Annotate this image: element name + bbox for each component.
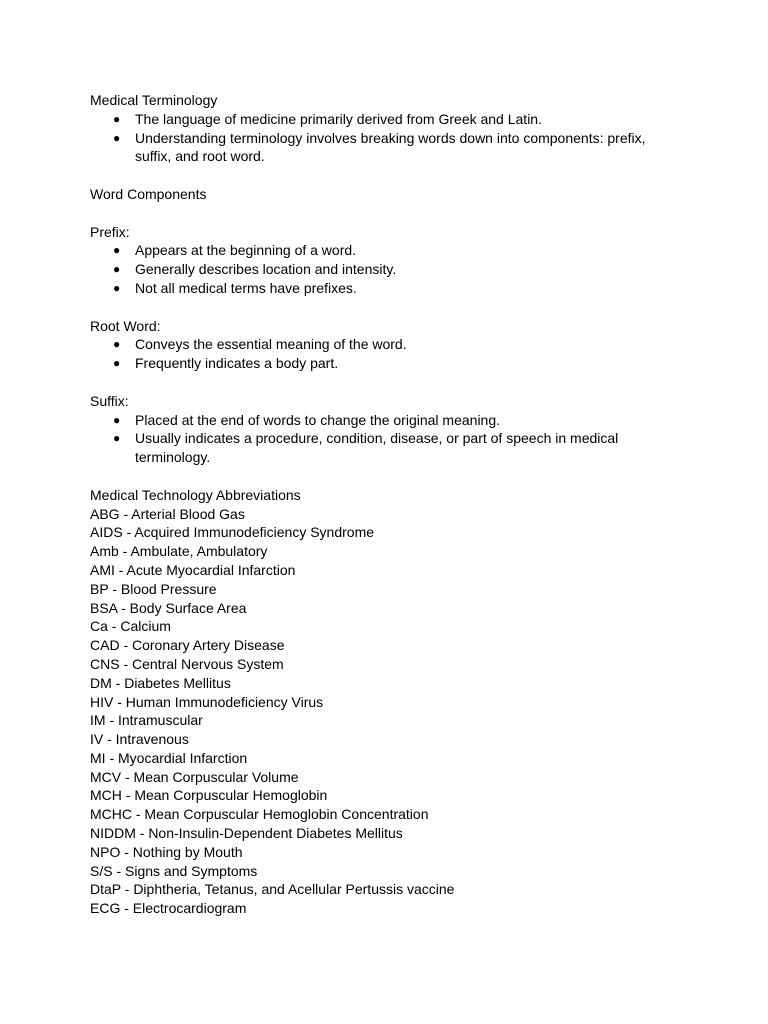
abbreviations-heading: Medical Technology Abbreviations — [90, 486, 301, 503]
bullet-icon: ● — [113, 262, 121, 277]
list-item — [90, 411, 655, 430]
list-item — [90, 260, 655, 279]
list-item-text: Not all medical terms have prefixes. — [135, 279, 357, 296]
abbreviation-item: DM - Diabetes Mellitus — [90, 674, 231, 691]
abbreviation-item: S/S - Signs and Symptoms — [90, 862, 258, 879]
spacer — [90, 467, 690, 486]
abbreviation-item: BSA - Body Surface Area — [90, 599, 247, 616]
list-item — [90, 335, 655, 354]
list-item — [90, 279, 655, 298]
list-item-text: Generally describes location and intensity. — [135, 261, 397, 278]
section-heading-medical-terminology: Medical Terminology — [90, 92, 218, 108]
medical-terminology-list — [90, 110, 690, 166]
abbreviation-item: DtaP - Diphtheria, Tetanus, and Acellular Pertussis vaccine — [90, 881, 455, 898]
root-word-list — [90, 335, 690, 373]
prefix-heading: Prefix: — [90, 223, 130, 240]
bullet-icon: ● — [113, 337, 121, 352]
abbreviation-item: MCHC - Mean Corpuscular Hemoglobin Concentration — [90, 806, 429, 823]
list-item — [90, 110, 655, 129]
suffix-list — [90, 411, 690, 467]
bullet-icon: ● — [113, 111, 121, 126]
list-item-text: Frequently indicates a body part. — [135, 355, 339, 372]
spacer — [90, 166, 690, 185]
bullet-icon: ● — [113, 431, 121, 446]
suffix-heading: Suffix: — [90, 392, 129, 409]
abbreviation-item: ECG - Electrocardiogram — [90, 900, 247, 917]
list-item-text: The language of medicine primarily derived from Greek and Latin. — [135, 110, 542, 127]
abbreviation-item: CAD - Coronary Artery Disease — [90, 637, 285, 654]
abbreviation-item: ABG - Arterial Blood Gas — [90, 505, 245, 522]
abbreviation-item: HIV - Human Immunodeficiency Virus — [90, 693, 324, 710]
abbreviations-list — [90, 505, 690, 919]
abbreviation-item: Amb - Ambulate, Ambulatory — [90, 543, 268, 560]
abbreviation-item: CNS - Central Nervous System — [90, 655, 284, 672]
abbreviation-item: Ca - Calcium — [90, 618, 171, 635]
abbreviation-item: MI - Myocardial Infarction — [90, 749, 248, 766]
list-item-text: Usually indicates a procedure, condition, disease, or part of speech in medical terminology. — [135, 430, 619, 466]
abbreviation-item: BP - Blood Pressure — [90, 580, 217, 597]
list-item — [90, 129, 655, 167]
spacer — [90, 204, 690, 223]
abbreviation-item: IV - Intravenous — [90, 731, 189, 748]
list-item-text: Placed at the end of words to change the original meaning. — [135, 411, 501, 428]
document-page — [90, 91, 690, 918]
abbreviation-item: AIDS - Acquired Immunodeficiency Syndrome — [90, 524, 375, 541]
list-item — [90, 241, 655, 260]
list-item-text: Conveys the essential meaning of the word. — [135, 336, 407, 353]
list-item — [90, 429, 655, 467]
bullet-icon: ● — [113, 356, 121, 371]
abbreviation-item: MCH - Mean Corpuscular Hemoglobin — [90, 787, 328, 804]
bullet-icon: ● — [113, 243, 121, 258]
list-item-text: Understanding terminology involves breaking words down into components: prefix, suffix, and root word. — [135, 129, 646, 165]
root-word-heading: Root Word: — [90, 317, 161, 334]
section-heading-word-components: Word Components — [90, 185, 207, 202]
spacer — [90, 373, 690, 392]
abbreviation-item: NIDDM - Non-Insulin-Dependent Diabetes Mellitus — [90, 825, 403, 842]
abbreviation-item: MCV - Mean Corpuscular Volume — [90, 768, 299, 785]
prefix-list — [90, 241, 690, 297]
abbreviation-item: AMI - Acute Myocardial Infarction — [90, 561, 296, 578]
bullet-icon: ● — [113, 280, 121, 295]
spacer — [90, 298, 690, 317]
list-item — [90, 354, 655, 373]
list-item-text: Appears at the beginning of a word. — [135, 242, 357, 259]
abbreviation-item: NPO - Nothing by Mouth — [90, 843, 243, 860]
abbreviation-item: IM - Intramuscular — [90, 712, 203, 729]
bullet-icon: ● — [113, 130, 121, 145]
bullet-icon: ● — [113, 412, 121, 427]
